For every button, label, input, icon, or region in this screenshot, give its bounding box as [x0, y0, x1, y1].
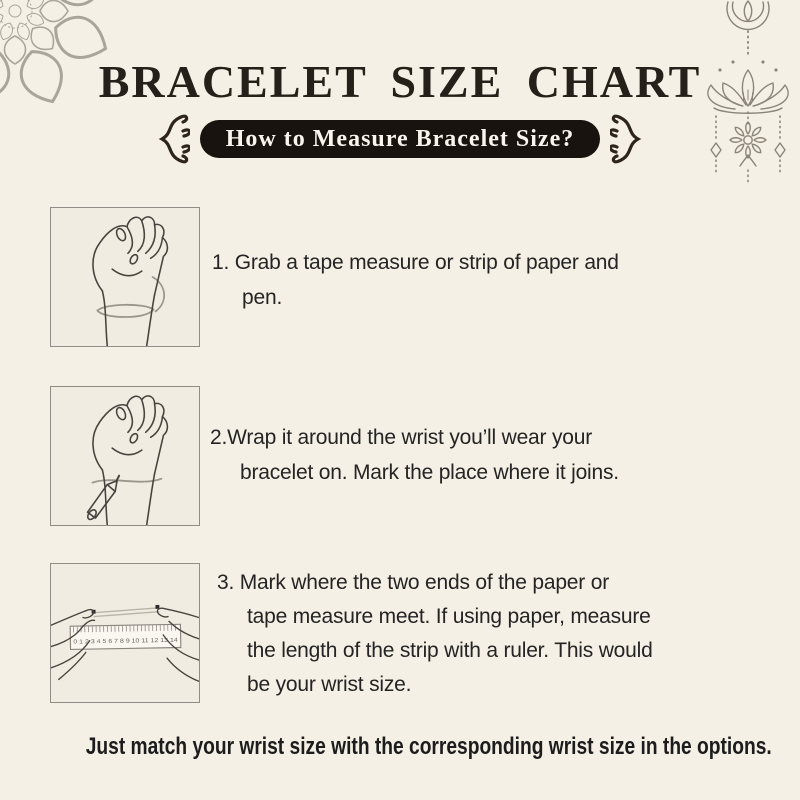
step-text-line: pen. [242, 286, 283, 309]
step3-illustration-box [50, 563, 200, 703]
how-to-measure-badge: How to Measure Bracelet Size? [200, 120, 600, 158]
step1-text [212, 245, 772, 315]
step1-illustration-box [50, 207, 200, 347]
badge-row [0, 114, 800, 164]
pen-icon [88, 485, 116, 519]
step-text-line: 3. Mark where the two ends of the paper or [217, 571, 609, 594]
page-title: BRACELET SIZE CHART [98, 56, 702, 107]
hands-holding-strip-over-ruler-illustration [51, 564, 199, 702]
hand-fist-with-tape-illustration [51, 208, 199, 346]
hand-fist-with-pen-illustration [51, 387, 199, 525]
step2-text [210, 420, 785, 490]
step-text-line: bracelet on. Mark the place where it joins. [240, 461, 619, 484]
step-text-line: the length of the strip with a ruler. This would [247, 639, 653, 662]
flourish-left-icon [154, 114, 190, 164]
footer-note-row [0, 732, 800, 765]
step-text-line: 1. Grab a tape measure or strip of paper and [212, 251, 619, 274]
step-text-line: 2.Wrap it around the wrist you’ll wear your [210, 426, 593, 449]
step3-text [217, 566, 787, 702]
ruler-numbers: 0 1 2 3 4 5 6 7 8 9 10 11 12 13 14 [73, 638, 160, 646]
step-text-line: tape measure meet. If using paper, measure [247, 605, 651, 628]
step-text-line: be your wrist size. [247, 673, 412, 696]
crescent-moon-icon [727, 2, 769, 29]
footer-note: Just match your wrist size with the corresponding wrist size in the options. [85, 733, 772, 760]
flourish-right-icon [610, 114, 646, 164]
step2-illustration-box [50, 386, 200, 526]
